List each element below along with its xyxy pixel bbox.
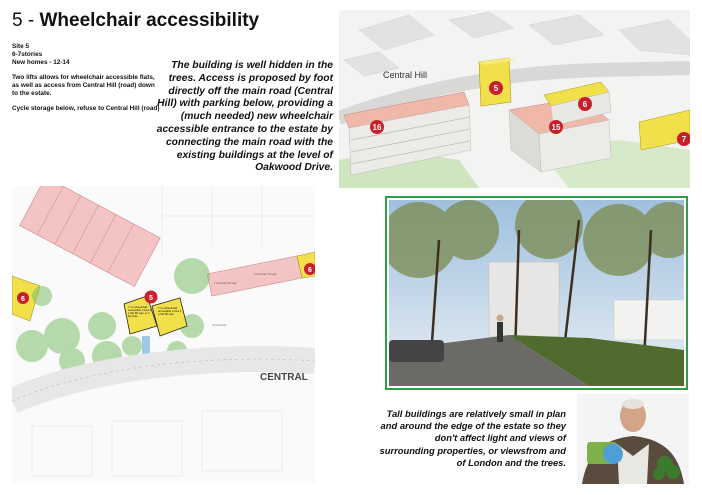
svg-text:5: 5	[493, 84, 499, 93]
cycle-note: Cycle storage below, refuse to Central Hill (road)	[12, 105, 160, 112]
svg-text:6: 6	[21, 296, 25, 303]
svg-text:15: 15	[551, 123, 561, 132]
site-label: Site 5	[12, 43, 30, 50]
svg-text:6: 6	[582, 100, 588, 109]
lifts-note: Two lifts allows for wheelchair accessible flats, as well as access from Central Hill (road) down to the estate.	[12, 74, 155, 97]
title-number: 5 -	[12, 10, 35, 31]
site-homes: New homes - 12-14	[12, 59, 70, 66]
plan-unit-right: 7 no wheelchair accessible 2 bed 4 p flat 80 sqm	[158, 307, 182, 316]
aerial-road-label: Central Hill	[383, 70, 428, 80]
aerial-marker-5	[489, 81, 503, 95]
svg-text:5: 5	[149, 295, 153, 302]
description-text: The building is well hidden in the trees. Access is proposed by foot directly off the main road (Central Hill) with parking below, providing a (much needed) new wheelchair accessible entrance to the estate by connecting the main road with the existing buildings at the level of Oakwood Drive.	[156, 60, 333, 174]
svg-text:6: 6	[308, 267, 312, 274]
plan-small-note: wheelchair	[212, 323, 227, 327]
site-stories: 6-7stories	[12, 51, 43, 58]
street-photo-frame	[385, 196, 688, 390]
site-info	[12, 43, 162, 120]
svg-text:7: 7	[681, 135, 687, 144]
street-photo	[389, 200, 684, 386]
aerial-marker-15	[549, 120, 563, 134]
plan-block-b: 2 bed flat 70 sqm	[254, 272, 278, 276]
plan-marker-6-left	[17, 292, 29, 304]
title-text: Wheelchair accessibility	[39, 10, 260, 31]
svg-text:16: 16	[372, 123, 382, 132]
caption-text: Tall buildings are relatively small in plan and around the edge of the estate so they don't affect light and views of surrounding properties, or viewsfrom and of London and the trees.	[379, 408, 566, 468]
plan-road-label: CENTRAL	[260, 372, 308, 383]
site-plan	[12, 186, 315, 483]
aerial-marker-6	[578, 97, 592, 111]
plan-unit-left: 7 no wheelchair accessible 2 bed 4 p flat 80 sqm or 3 bed flat	[128, 306, 152, 318]
page-title	[12, 10, 259, 32]
aerial-marker-16	[370, 120, 384, 134]
person-photo	[577, 394, 689, 484]
plan-block-a: 1 bed flat 50 sqm	[214, 281, 238, 285]
aerial-view	[339, 10, 690, 188]
plan-marker-5	[145, 291, 158, 304]
